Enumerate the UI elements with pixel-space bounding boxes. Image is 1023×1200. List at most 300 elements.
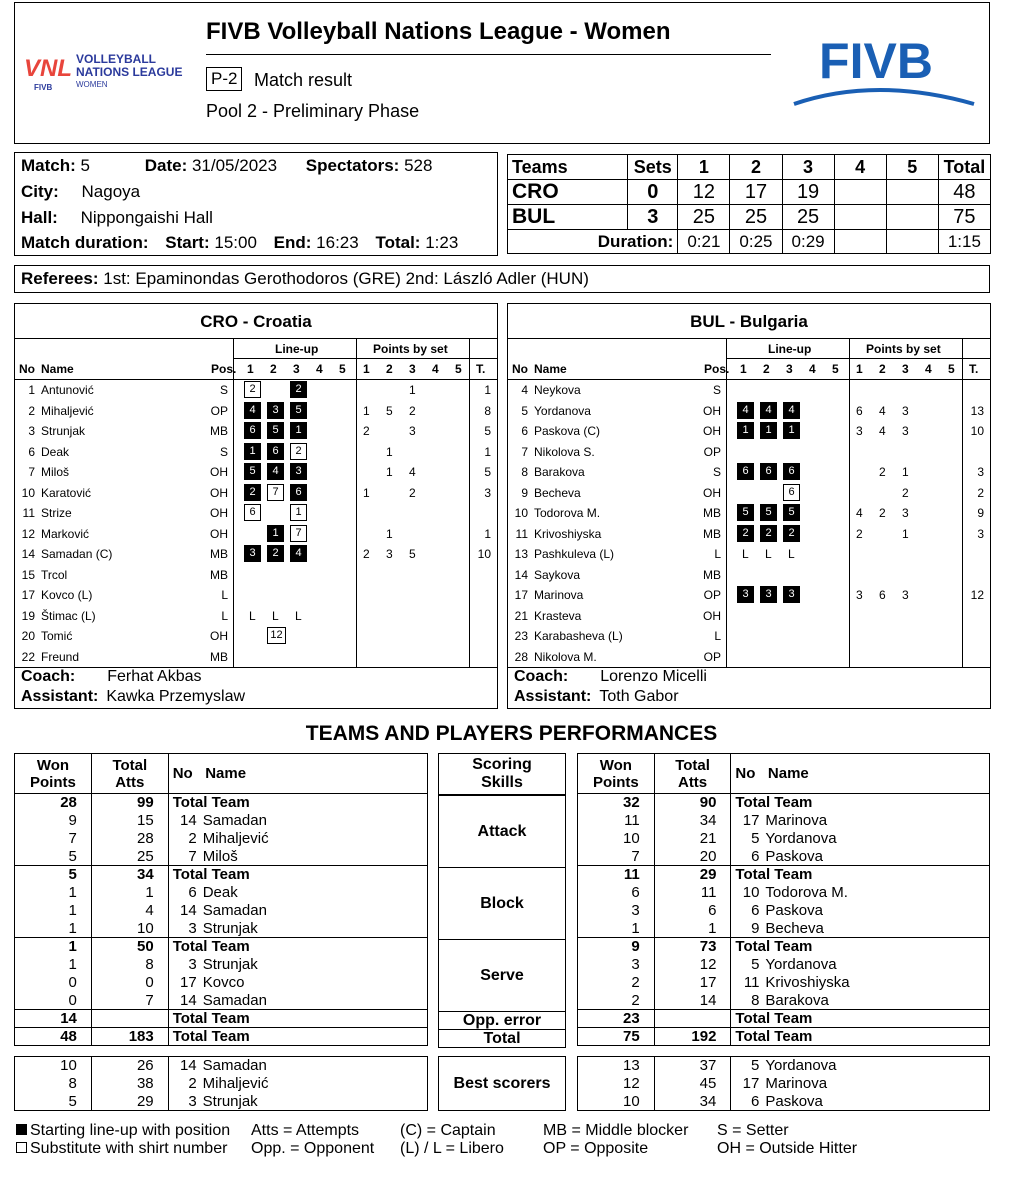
- won-points: 13: [578, 1057, 655, 1075]
- filled-square-icon: [16, 1124, 27, 1135]
- set-points: 2: [879, 506, 886, 520]
- score-sets: 0: [628, 180, 678, 205]
- player-number: 2: [188, 830, 197, 847]
- won-points: 1: [15, 884, 92, 902]
- player-row: [508, 421, 990, 441]
- player-name: Total Team: [172, 938, 250, 956]
- legend-item: [400, 1140, 504, 1158]
- player-total: 1: [484, 526, 491, 541]
- player-name: Karatović: [41, 485, 92, 500]
- subheader-rule: [726, 358, 991, 359]
- vnl-line3: WOMEN: [76, 80, 108, 89]
- player-number: 17: [21, 588, 35, 602]
- player-cell: [731, 992, 990, 1010]
- player-name: Total Team: [735, 938, 813, 956]
- player-name: Yordanova: [765, 1057, 837, 1075]
- player-row: [15, 920, 428, 938]
- player-name: Total Team: [172, 866, 250, 884]
- player-row: [508, 442, 990, 462]
- end-label: End:: [273, 233, 312, 252]
- total-atts: 11: [654, 884, 731, 902]
- substitute-number: 1: [290, 504, 307, 521]
- set-points: 3: [902, 403, 909, 418]
- player-cell: [168, 884, 427, 902]
- player-name: Freund: [41, 649, 80, 664]
- lineup-set-header: 4: [809, 362, 816, 376]
- score-header-teams: Teams: [508, 155, 628, 180]
- player-row: [15, 830, 428, 848]
- won-points: 12: [578, 1075, 655, 1093]
- set-points: 3: [386, 547, 393, 561]
- end-value: 16:23: [316, 233, 359, 252]
- player-number: 4: [521, 383, 528, 397]
- set-points: 4: [879, 424, 886, 438]
- total-atts: 0: [91, 974, 168, 992]
- total-atts: 1: [654, 920, 731, 938]
- player-position: OH: [210, 629, 228, 643]
- player-number: 28: [514, 649, 528, 664]
- team-total-row: [15, 794, 428, 812]
- player-number: 6: [751, 847, 760, 865]
- player-name: Paskova: [765, 1092, 823, 1110]
- starting-position: 6: [290, 484, 307, 501]
- player-number: 3: [188, 1092, 197, 1110]
- set-points: 4: [409, 465, 416, 479]
- starting-position: 5: [290, 402, 307, 419]
- total-atts: 50: [91, 938, 168, 956]
- legend-item: [543, 1140, 648, 1158]
- player-row: [15, 565, 497, 585]
- player-number: 11: [22, 506, 35, 520]
- set-points: 6: [856, 403, 863, 418]
- starting-position: 4: [290, 545, 307, 562]
- score-header-set2: 2: [730, 155, 782, 180]
- player-number: 14: [21, 547, 35, 561]
- score-row-bul: [508, 205, 991, 230]
- player-cell: [168, 830, 427, 848]
- points-set-header: 5: [948, 362, 955, 376]
- total-label: Total:: [375, 233, 421, 252]
- legend-text: OP = Opposite: [543, 1140, 649, 1157]
- legend-item: [400, 1122, 496, 1140]
- starting-position: 1: [267, 525, 284, 542]
- player-cell: [168, 974, 427, 992]
- player-row: [578, 902, 990, 920]
- cro-best-scorers-table: [14, 1056, 428, 1111]
- player-position: S: [219, 383, 228, 397]
- vnl-logo: [22, 46, 202, 96]
- won-points: 0: [15, 974, 92, 992]
- player-cell: [731, 1028, 990, 1046]
- player-name: Yordanova: [534, 403, 591, 418]
- coach: [21, 668, 202, 686]
- score-set: [886, 180, 938, 205]
- total-row: [15, 1028, 428, 1046]
- points-set-header: 3: [902, 362, 909, 376]
- player-name: Saykova: [534, 567, 581, 582]
- player-cell: [731, 902, 990, 920]
- player-row: [15, 974, 428, 992]
- player-row: [15, 626, 497, 646]
- set-points: 2: [363, 424, 370, 438]
- player-cell: [168, 902, 427, 920]
- total-atts: 20: [654, 848, 731, 866]
- player-name: Miloš: [202, 847, 238, 865]
- referees: [14, 265, 990, 293]
- starting-position: 2: [760, 525, 777, 542]
- total-atts: 8: [91, 956, 168, 974]
- match-number: 5: [80, 156, 90, 175]
- player-position: MB: [210, 547, 228, 561]
- set-points: 1: [902, 526, 909, 541]
- col-name: Name: [41, 362, 74, 376]
- best-scorer-row: [15, 1075, 428, 1093]
- total-atts-header: Total Atts: [91, 754, 168, 794]
- player-name: Štimac (L): [41, 608, 96, 623]
- lineup-header: Line-up: [768, 342, 812, 356]
- starting-position: 5: [737, 504, 754, 521]
- player-row: [508, 585, 990, 605]
- substitute-number: 6: [244, 504, 261, 521]
- player-row: [508, 380, 990, 400]
- player-row: [578, 812, 990, 830]
- starting-position: 3: [760, 586, 777, 603]
- skill-opp-error: Opp. error: [438, 1011, 566, 1030]
- team-total-row: [578, 794, 990, 812]
- starting-position: 6: [783, 463, 800, 480]
- total-atts: 73: [654, 938, 731, 956]
- best-scorer-row: [15, 1057, 428, 1075]
- substitute-number: 2: [290, 443, 307, 460]
- col-no: No: [512, 362, 528, 376]
- legend-item: [251, 1140, 374, 1158]
- points-set-header: 1: [856, 362, 863, 376]
- player-position: L: [714, 547, 721, 561]
- set-points: 4: [856, 506, 863, 520]
- total-atts: 90: [654, 794, 731, 812]
- start-value: 15:00: [214, 233, 257, 252]
- player-name: Todorova M.: [765, 884, 848, 901]
- total-atts: 4: [91, 902, 168, 920]
- player-name: Neykova: [534, 383, 581, 397]
- legend-item: [543, 1122, 688, 1140]
- lineup-set-header: 3: [786, 362, 793, 376]
- best-scorer-row: [15, 1093, 428, 1111]
- player-position: OH: [210, 485, 228, 500]
- subheader-rule: [233, 358, 498, 359]
- total-atts: [91, 1010, 168, 1028]
- best-scorer-row: [578, 1075, 990, 1093]
- score-header-row: [508, 155, 991, 180]
- starting-position: 4: [244, 402, 261, 419]
- set-duration: 0:29: [782, 230, 834, 254]
- no-name-header: No Name: [168, 754, 427, 794]
- player-row: [508, 606, 990, 626]
- starting-position: 6: [244, 422, 261, 439]
- team-total-row: [578, 938, 990, 956]
- won-points-header: Won Points: [15, 754, 92, 794]
- player-row: [508, 647, 990, 667]
- player-name: Mihaljević: [41, 403, 94, 418]
- total-atts: 192: [654, 1028, 731, 1046]
- duration-label: Duration:: [508, 230, 678, 254]
- best-scorer-row: [578, 1057, 990, 1075]
- legend-text: (C) = Captain: [400, 1122, 496, 1139]
- player-position: OH: [703, 608, 721, 623]
- player-name: Samadan: [202, 991, 267, 1009]
- player-name: Barakova: [534, 465, 585, 479]
- player-number: 5: [751, 1057, 760, 1075]
- won-points: 32: [578, 794, 655, 812]
- won-points: 10: [15, 1057, 92, 1075]
- score-header-set1: 1: [678, 155, 730, 180]
- total-atts: 34: [654, 1093, 731, 1111]
- opp-error-row: [15, 1010, 428, 1028]
- player-name: Marinova: [534, 588, 584, 602]
- points-set-header: 2: [386, 362, 393, 376]
- player-row: [15, 902, 428, 920]
- player-cell: [168, 992, 427, 1010]
- won-points: 2: [578, 974, 655, 992]
- lineup-set-header: 3: [293, 362, 300, 376]
- substitute-number: 12: [267, 627, 286, 644]
- player-name: Kovco (L): [41, 588, 93, 602]
- skill-block: Block: [438, 867, 566, 940]
- player-total: 10: [970, 424, 984, 438]
- referees-text: 1st: Epaminondas Gerothodoros (GRE) 2nd: László Adler (HUN): [103, 269, 589, 288]
- starting-position: 5: [244, 463, 261, 480]
- total-row: [578, 1028, 990, 1046]
- bul-performance-table: [577, 753, 990, 1046]
- player-name: Total Team: [735, 1010, 813, 1027]
- player-name: Samadan: [202, 902, 267, 919]
- player-cell: [168, 956, 427, 974]
- player-number: 12: [21, 526, 35, 541]
- player-name: Krivoshiyska: [534, 526, 602, 541]
- col-pos: Pos.: [211, 362, 237, 376]
- assistant-coach: [21, 688, 245, 706]
- lineup-set-header: 4: [316, 362, 323, 376]
- set-points: 2: [879, 465, 886, 479]
- player-number: 3: [188, 956, 197, 973]
- starting-position: 5: [760, 504, 777, 521]
- player-name: Becheva: [765, 919, 824, 937]
- won-points: 11: [578, 866, 655, 884]
- player-total: 1: [484, 383, 491, 397]
- set-duration: 0:21: [678, 230, 730, 254]
- player-name: Pashkuleva (L): [534, 547, 615, 561]
- lineup-set-header: 1: [247, 362, 254, 376]
- player-total: 5: [484, 465, 491, 479]
- player-number: 9: [521, 485, 528, 500]
- points-set-header: 2: [879, 362, 886, 376]
- player-name: Trcol: [41, 567, 68, 582]
- set-duration: [834, 230, 886, 254]
- total-atts: [654, 1010, 731, 1028]
- player-name: Marković: [41, 526, 90, 541]
- player-number: 9: [751, 919, 760, 937]
- substitute-number: 2: [244, 381, 261, 398]
- points-set-header: 4: [925, 362, 932, 376]
- player-cell: [168, 794, 427, 812]
- player-name: Strize: [41, 506, 72, 520]
- player-position: L: [714, 629, 721, 643]
- libero-marker: L: [788, 547, 795, 561]
- match-code: P-2: [206, 67, 242, 91]
- set-points: 1: [409, 383, 416, 397]
- libero-marker: L: [742, 547, 749, 561]
- legend-text: (L) / L = Libero: [400, 1140, 504, 1157]
- player-name: Total Team: [735, 866, 813, 884]
- roster-cro: [14, 303, 498, 709]
- player-row: [578, 848, 990, 866]
- total-atts: 12: [654, 956, 731, 974]
- total-duration: 1:15: [938, 230, 990, 254]
- player-position: S: [712, 465, 721, 479]
- assistant-name: Toth Gabor: [599, 688, 679, 705]
- player-name: Total Team: [172, 1028, 250, 1045]
- starting-position: 5: [267, 422, 284, 439]
- set-points: 3: [856, 588, 863, 602]
- starting-position: 4: [737, 402, 754, 419]
- player-number: 13: [514, 547, 528, 561]
- total-atts: 37: [654, 1057, 731, 1075]
- starting-position: 1: [244, 443, 261, 460]
- player-position: OH: [703, 485, 721, 500]
- won-points: 11: [578, 812, 655, 830]
- player-position: L: [221, 588, 228, 602]
- legend-text: OH = Outside Hitter: [717, 1140, 858, 1157]
- player-cell: [168, 1010, 427, 1028]
- won-points: 5: [15, 848, 92, 866]
- score-team: BUL: [508, 205, 628, 230]
- score-total: 48: [938, 180, 990, 205]
- score-header-set4: 4: [834, 155, 886, 180]
- legend-text: Atts = Attempts: [251, 1122, 360, 1139]
- total-atts: 34: [654, 812, 731, 830]
- player-cell: [731, 956, 990, 974]
- player-position: S: [219, 444, 228, 459]
- legend-text: S = Setter: [717, 1122, 789, 1139]
- lineup-set-header: 5: [339, 362, 346, 376]
- points-set-header: 5: [455, 362, 462, 376]
- player-name: Krasteva: [534, 608, 582, 623]
- player-row: [15, 524, 497, 544]
- score-set: 25: [730, 205, 782, 230]
- player-number: 6: [751, 1092, 760, 1110]
- vnl-line1: VOLLEYBALL: [76, 52, 156, 66]
- player-number: 11: [515, 526, 528, 541]
- legend-text: Opp. = Opponent: [251, 1140, 375, 1157]
- player-cell: [168, 920, 427, 938]
- set-points: 1: [363, 485, 370, 500]
- score-total: 75: [938, 205, 990, 230]
- pool-phase: Pool 2 - Preliminary Phase: [206, 101, 420, 121]
- player-name: Paskova: [765, 847, 823, 865]
- score-header-sets: Sets: [628, 155, 678, 180]
- coach-name: Ferhat Akbas: [107, 668, 202, 685]
- match-label: Match:: [21, 156, 76, 175]
- hall-label: Hall:: [21, 208, 58, 227]
- team-title: CRO - Croatia: [15, 304, 497, 339]
- player-position: OH: [210, 526, 228, 541]
- score-sets: 3: [628, 205, 678, 230]
- player-name: Total Team: [172, 1010, 250, 1027]
- player-position: OP: [703, 444, 721, 459]
- player-cell: [731, 974, 990, 992]
- player-total: 3: [977, 526, 984, 541]
- player-name: Krivoshiyska: [765, 974, 850, 991]
- set-points: 3: [856, 424, 863, 438]
- player-row: [15, 606, 497, 626]
- score-row-cro: [508, 180, 991, 205]
- performance-header-row: [578, 754, 990, 794]
- duration-row: [508, 230, 991, 254]
- player-name: Strunjak: [202, 919, 258, 937]
- player-number: 10: [742, 884, 760, 901]
- player-name: Total Team: [172, 794, 250, 812]
- points-header: Points by set: [866, 342, 941, 356]
- points-header: Points by set: [373, 342, 448, 356]
- player-cell: [168, 1075, 427, 1093]
- player-number: 7: [188, 847, 197, 865]
- player-total: 10: [477, 547, 491, 561]
- set-points: 2: [856, 526, 863, 541]
- score-set: [886, 205, 938, 230]
- won-points: 9: [578, 938, 655, 956]
- won-points: 5: [15, 1093, 92, 1111]
- player-row: [578, 830, 990, 848]
- player-number: 23: [514, 629, 528, 643]
- starting-position: 3: [290, 463, 307, 480]
- player-position: L: [221, 608, 228, 623]
- total-value: 1:23: [425, 233, 459, 252]
- set-points: 1: [363, 403, 370, 418]
- player-row: [508, 544, 990, 564]
- player-cell: [731, 920, 990, 938]
- libero-marker: L: [272, 608, 279, 623]
- player-cell: [731, 938, 990, 956]
- total-atts: 99: [91, 794, 168, 812]
- fivb-logo: [776, 32, 976, 112]
- player-number: 19: [21, 608, 35, 623]
- starting-position: 3: [737, 586, 754, 603]
- referees-label: Referees:: [21, 269, 99, 288]
- team-title: BUL - Bulgaria: [508, 304, 990, 339]
- roster-bul: [507, 303, 991, 709]
- points-set-header: 1: [363, 362, 370, 376]
- set-points: 3: [902, 588, 909, 602]
- set-points: 3: [902, 506, 909, 520]
- starting-position: 3: [783, 586, 800, 603]
- player-row: [578, 956, 990, 974]
- player-position: OP: [703, 588, 721, 602]
- team-total-row: [15, 866, 428, 884]
- col-no: No: [19, 362, 35, 376]
- player-cell: [168, 1093, 427, 1111]
- player-total: 1: [484, 444, 491, 459]
- libero-marker: L: [295, 608, 302, 623]
- scoring-skills-header: Scoring Skills: [438, 753, 566, 795]
- player-number: 5: [521, 403, 528, 418]
- lineup-header: Line-up: [275, 342, 319, 356]
- lineup-set-header: 1: [740, 362, 747, 376]
- duration-label: Match duration:: [21, 233, 149, 252]
- skill-attack: Attack: [438, 795, 566, 868]
- player-name: Total Team: [735, 1028, 813, 1045]
- won-points: 28: [15, 794, 92, 812]
- won-points: 9: [15, 812, 92, 830]
